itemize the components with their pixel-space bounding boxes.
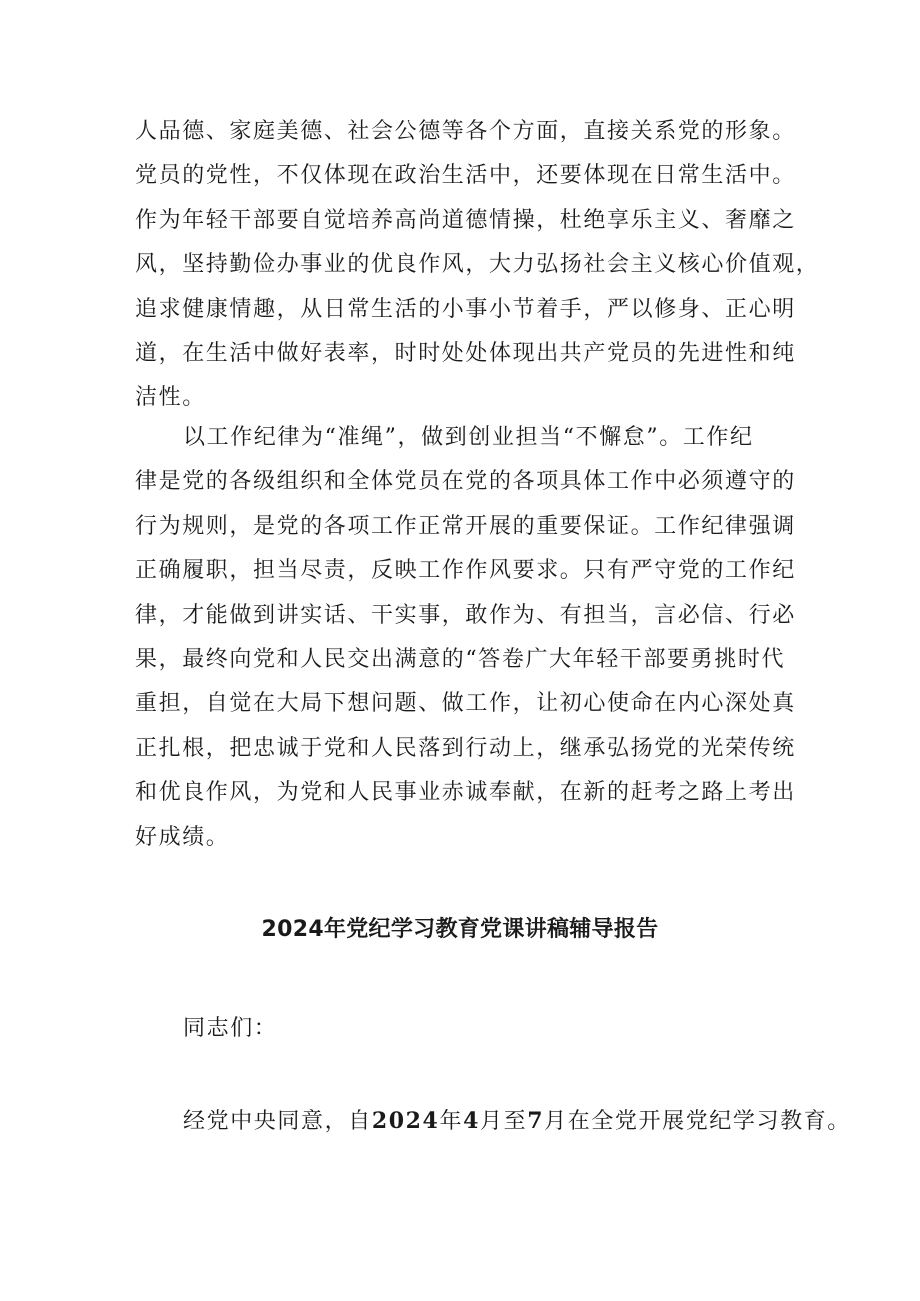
paragraph-line: 和优良作风，为党和人民事业赤诚奉献，在新的赶考之路上考出 — [135, 780, 796, 806]
paragraph-line: 人品德、家庭美德、社会公德等各个方面，直接关系党的形象。 — [135, 119, 796, 144]
start-month-number: 4 — [463, 1108, 480, 1134]
end-month-number: 7 — [527, 1108, 545, 1134]
paragraph-line: 作为年轻干部要自觉培养高尚道德情操，杜绝享乐主义、奢靡之 — [135, 207, 796, 233]
paragraph-line: 律，才能做到讲实话、干实事，敢作为、有担当，言必信、行必 — [135, 602, 796, 628]
paragraph-line: 正扎根，把忠诚于党和人民落到行动上，继承弘扬党的光荣传统 — [135, 735, 796, 761]
paragraph-line: 好成绩。 — [135, 824, 230, 850]
sentence-text: 经党中央同意，自 — [183, 1109, 372, 1134]
sentence-text: 月至 — [479, 1109, 528, 1134]
report-title: 2024年党纪学习教育党课讲稿辅导报告 — [261, 917, 659, 942]
paragraph-line: 追求健康情趣，从日常生活的小事小节着手，严以修身、正心明 — [135, 296, 796, 322]
paragraph-work-discipline — [135, 416, 795, 860]
opening-sentence — [183, 1099, 851, 1144]
paragraph-line: 律是党的各级组织和全体党员在党的各项具体工作中必须遵守的 — [135, 469, 796, 495]
paragraph-line: 党员的党性，不仅体现在政治生活中，还要体现在日常生活中。 — [135, 163, 796, 189]
sentence-text: 月在全党开展党纪学习教育。 — [544, 1109, 851, 1134]
paragraph-line: 以工作纪律为“准绳”，做到创业担当“不懈怠”。工作纪 — [183, 425, 754, 450]
paragraph-line: 道，在生活中做好表率，时时处处体现出共产党员的先进性和纯 — [135, 340, 796, 366]
paragraph-line: 风，坚持勤俭办事业的优良作风，大力弘扬社会主义核心价值观， — [135, 252, 820, 278]
paragraph-line: 果，最终向党和人民交出满意的“答卷广大年轻干部要勇挑时代 — [135, 646, 786, 672]
sentence-text: 年 — [439, 1109, 464, 1134]
paragraph-line: 行为规则，是党的各项工作正常开展的重要保证。工作纪律强调 — [135, 513, 796, 539]
paragraph-personal-morality — [135, 110, 820, 421]
year-number: 2024 — [371, 1108, 440, 1134]
salutation: 同志们： — [183, 1016, 278, 1041]
paragraph-line: 正确履职，担当尽责，反映工作作风要求。只有严守党的工作纪 — [135, 558, 796, 584]
paragraph-line: 重担，自觉在大局下想问题、做工作，让初心使命在内心深处真 — [135, 691, 796, 717]
paragraph-line: 洁性。 — [135, 385, 206, 411]
